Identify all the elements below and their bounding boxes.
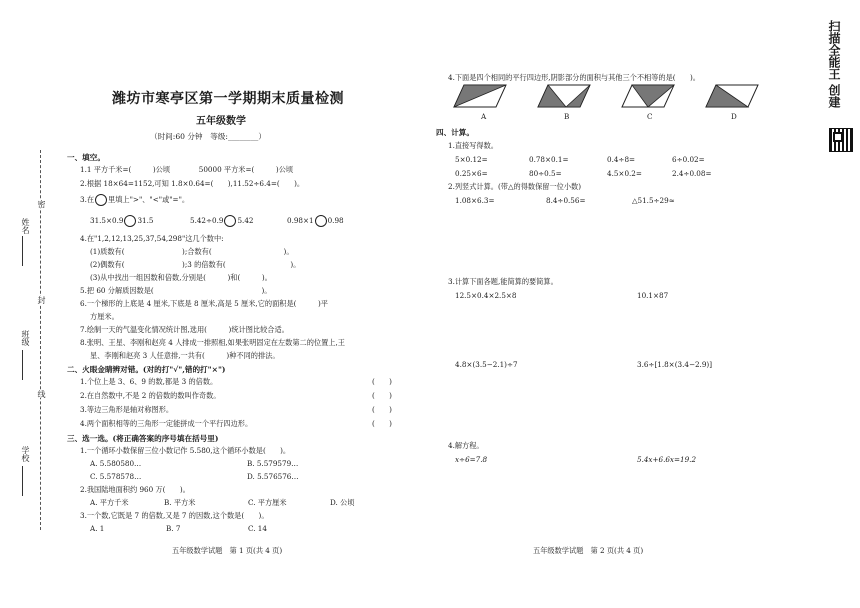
figure-d <box>706 85 758 107</box>
calc-1-r2-c3: 4.5×0.2= <box>607 169 642 178</box>
q3c-right: 0.98 <box>327 216 344 225</box>
compare-circle-icon <box>95 194 107 206</box>
compare-circle-icon[interactable] <box>315 215 327 227</box>
calc-2-item-3: △51.5÷29≈ <box>632 196 675 205</box>
time-grade-line: （时间:60 分钟 等级:________） <box>150 132 266 141</box>
section-2-heading: 二、火眼金睛辨对错。(对的打"√",错的打"×") <box>67 365 226 374</box>
s1-q3b <box>190 215 253 227</box>
page-title: 潍坊市寒亭区第一学期期末质量检测 <box>112 91 344 107</box>
calc-3-item-2: 10.1×87 <box>637 291 669 300</box>
section-4-heading: 四、计算。 <box>436 128 474 137</box>
calc-2-heading: 2.列竖式计算。(带△的得数保留一位小数) <box>448 182 581 191</box>
s2-q1-paren[interactable]: ( ) <box>372 377 392 386</box>
s3-q1-option-a: A. 5.580580… <box>90 459 142 468</box>
figure-label-c: C <box>647 112 653 121</box>
s1-q3a <box>90 215 153 227</box>
calc-2-item-2: 8.4÷0.56= <box>546 196 586 205</box>
figure-label-d: D <box>731 112 737 121</box>
compare-circle-icon[interactable] <box>224 215 236 227</box>
calc-3-item-4: 3.6÷[1.8×(3.4−2.9)] <box>637 360 713 369</box>
s3-q3-option-c: C. 14 <box>248 524 267 533</box>
compare-circle-icon[interactable] <box>124 215 136 227</box>
s2-q1: 1.个位上是 3、6、9 的数,都是 3 的倍数。 <box>80 377 218 386</box>
s1-q4b: (2)偶数有( );3 的倍数有( )。 <box>90 260 301 269</box>
s1-q3-post: 里填上">"、"<"或"="。 <box>108 195 190 204</box>
s1-q7: 7.绘制一天的气温变化情况统计图,选用( )统计图比较合适。 <box>80 325 289 334</box>
school-blank <box>22 466 23 496</box>
parallelogram-figures <box>452 83 762 111</box>
s3-q3-option-a: A. 1 <box>90 524 105 533</box>
s3-q2-option-b: B. 平方米 <box>164 498 196 507</box>
watermark-text: 扫描全能王 创建 <box>827 20 841 109</box>
q3b-left: 5.42÷0.9 <box>190 216 224 225</box>
s1-q6b: 方厘米。 <box>90 312 119 321</box>
s3-q2-option-a: A. 平方千米 <box>90 498 129 507</box>
s1-q3c <box>287 215 344 227</box>
s1-q6: 6.一个梯形的上底是 4 厘米,下底是 8 厘米,高是 5 厘米,它的面积是( )平 <box>80 299 328 308</box>
s1-q8b: 星、李刚和赵亮 3 人任意排,一共有( )种不同的排法。 <box>90 351 280 360</box>
figure-label-a: A <box>481 112 487 121</box>
class-blank <box>22 350 23 380</box>
calc-1-heading: 1.直接写得数。 <box>448 141 498 150</box>
s3-q1-option-c: C. 5.578578… <box>90 472 142 481</box>
s1-q5: 5.把 60 分解质因数是( )。 <box>80 286 272 295</box>
equation-1: x÷6=7.8 <box>455 455 488 464</box>
s3-q1-option-d: D. 5.576576… <box>247 472 299 481</box>
calc-1-r2-c2: 80÷0.5= <box>529 169 562 178</box>
page1-footer: 五年级数学试题 第 1 页(共 4 页) <box>172 546 283 555</box>
s1-q8: 8.张明、王星、李刚和赵亮 4 人排成一排照相,如果张明固定在左数第二的位置上,王 <box>80 338 345 347</box>
qr-code-icon <box>829 128 853 152</box>
calc-2-item-1: 1.08×6.3= <box>455 196 495 205</box>
school-label: 学校 <box>21 446 30 462</box>
figure-b <box>538 85 590 107</box>
s3-q2: 2.我国陆地面积约 960 万( )。 <box>80 485 190 494</box>
calc-1-r2-c4: 2.4÷0.08= <box>672 169 712 178</box>
equation-2: 5.4x+6.6x=19.2 <box>637 455 697 464</box>
s2-q3-paren[interactable]: ( ) <box>372 405 392 414</box>
s1-q4c: (3)从中找出一组因数和倍数,分别是( )和( )。 <box>90 273 272 282</box>
seal-feng: 封 <box>37 296 46 304</box>
seal-mi: 密 <box>37 200 46 208</box>
name-label: 姓名 <box>21 218 30 234</box>
calc-1-r1-c2: 0.78×0.1= <box>529 155 569 164</box>
calc-3-item-1: 12.5×0.4×2.5×8 <box>455 291 517 300</box>
q3b-right: 5.42 <box>237 216 254 225</box>
s2-q2: 2.在自然数中,不是 2 的倍数的数叫作奇数。 <box>80 391 221 400</box>
s1-q3-pre: 3.在 <box>80 195 95 204</box>
s1-q4: 4.在"1,2,12,13,25,37,54,298"这几个数中: <box>80 234 224 243</box>
q3a-right: 31.5 <box>137 216 154 225</box>
figure-label-b: B <box>564 112 570 121</box>
s3-q2-option-d: D. 公顷 <box>330 498 355 507</box>
section-1-heading: 一、填空。 <box>67 153 105 162</box>
q3c-left: 0.98×1 <box>287 216 314 225</box>
s1-q4a: (1)质数有( );合数有( )。 <box>90 247 294 256</box>
s1-q2: 2.根据 18×64=1152,可知 1.8×0.64=( ),11.52÷6.4=( )。 <box>80 179 305 188</box>
p2-q4-top: 4.下面是四个相同的平行四边形,阴影部分的面积与其他三个不相等的是( )。 <box>448 73 700 82</box>
calc-3-item-3: 4.8×(3.5−2.1)÷7 <box>455 360 518 369</box>
calc-1-r1-c1: 5×0.12= <box>455 155 488 164</box>
s3-q3-option-b: B. 7 <box>166 524 181 533</box>
calc-1-r1-c3: 0.4÷8= <box>607 155 636 164</box>
s3-q1: 1.一个循环小数保留三位小数记作 5.580,这个循环小数是( )。 <box>80 446 291 455</box>
calc-4-heading: 4.解方程。 <box>448 441 484 450</box>
calc-3-heading: 3.计算下面各题,能简算的要简算。 <box>448 277 558 286</box>
q3a-left: 31.5×0.9 <box>90 216 124 225</box>
s2-q3: 3.等边三角形是轴对称图形。 <box>80 405 174 414</box>
seal-xian: 线 <box>37 390 46 398</box>
figure-c <box>622 85 674 107</box>
page-subtitle: 五年级数学 <box>196 116 246 127</box>
s1-q3 <box>80 194 189 206</box>
s2-q2-paren[interactable]: ( ) <box>372 391 392 400</box>
calc-1-r2-c1: 0.25×6= <box>455 169 488 178</box>
s1-q1: 1.1 平方千米=( )公顷 50000 平方米=( )公顷 <box>80 165 294 174</box>
class-label: 班级 <box>21 330 30 346</box>
page2-footer: 五年级数学试题 第 2 页(共 4 页) <box>533 546 644 555</box>
s3-q1-option-b: B. 5.579579… <box>247 459 299 468</box>
name-blank <box>22 236 23 266</box>
section-3-heading: 三、选一选。(将正确答案的序号填在括号里) <box>67 434 219 443</box>
s2-q4: 4.两个面积相等的三角形一定能拼成一个平行四边形。 <box>80 419 253 428</box>
figure-a <box>454 85 506 107</box>
s3-q3: 3.一个数,它既是 7 的倍数,又是 7 的因数,这个数是( )。 <box>80 511 269 520</box>
s3-q2-option-c: C. 平方厘米 <box>248 498 287 507</box>
calc-1-r1-c4: 6÷0.02= <box>672 155 705 164</box>
s2-q4-paren[interactable]: ( ) <box>372 419 392 428</box>
